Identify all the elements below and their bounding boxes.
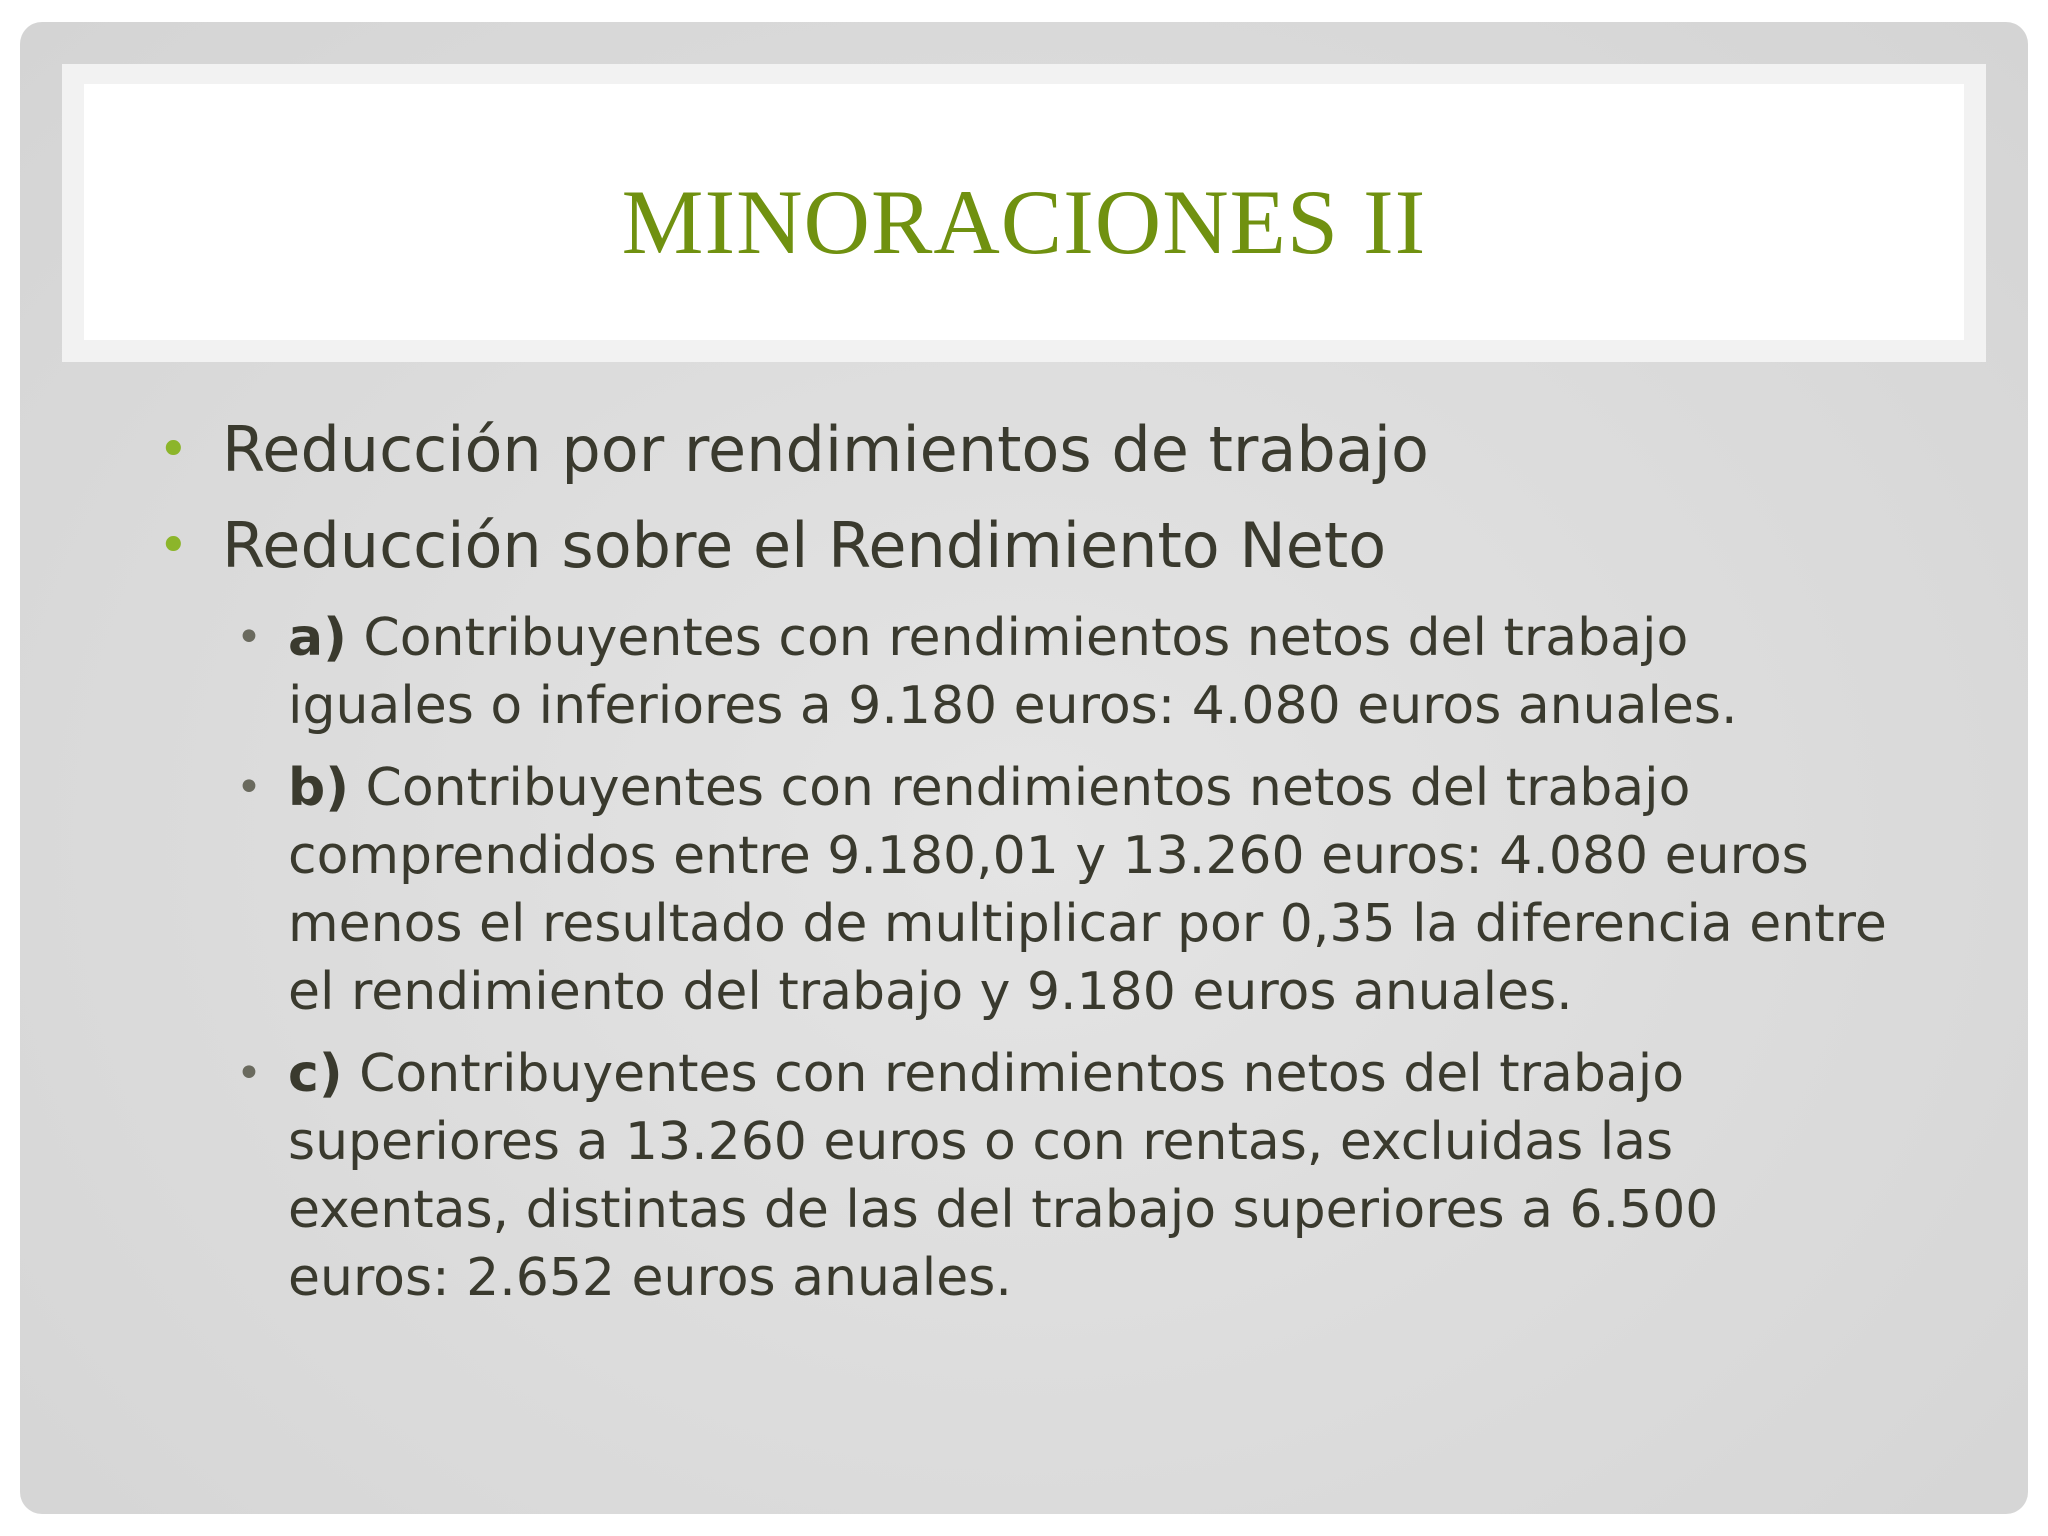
sub-bullet-icon: •: [236, 1048, 262, 1099]
sub-bullet-label: b): [288, 758, 349, 818]
sub-bullet-item: [146, 604, 1888, 740]
sub-bullet-item: [146, 1040, 1888, 1312]
title-box: [84, 84, 1964, 340]
slide-title: MINORACIONES II: [621, 171, 1427, 273]
bullet-text: Reducción sobre el Rendimiento Neto: [222, 509, 1387, 582]
bullet-icon: •: [158, 516, 189, 576]
sub-bullet-text: Contribuyentes con rendimientos netos del trabajo iguales o inferiores a 9.180 euros: 4.080 euros anuales.: [288, 608, 1738, 736]
bullet-icon: •: [158, 420, 189, 480]
sub-bullet-item: [146, 754, 1888, 1026]
sub-bullet-icon: •: [236, 762, 262, 813]
sub-bullet-text: Contribuyentes con rendimientos netos del trabajo superiores a 13.260 euros o con rentas, excluidas las exentas, distintas de las del trabajo superiores a 6.500 euros: 2.652 euros anuales.: [288, 1044, 1719, 1308]
bullet-text: Reducción por rendimientos de trabajo: [222, 413, 1429, 486]
sub-bullet-label: a): [288, 608, 347, 668]
slide-content: [146, 402, 1966, 1326]
sub-bullet-text: Contribuyentes con rendimientos netos del trabajo comprendidos entre 9.180,01 y 13.260 euros: 4.080 euros menos el resultado de multiplicar por 0,35 la diferencia entre el rendimiento del trabajo y 9.180 euros anuales.: [288, 758, 1887, 1022]
slide: [20, 22, 2028, 1514]
sub-bullet-label: c): [288, 1044, 343, 1104]
title-band: [62, 64, 1986, 362]
sub-bullet-list: [146, 604, 1966, 1312]
sub-bullet-icon: •: [236, 612, 262, 663]
bullet-item: [146, 498, 1966, 594]
bullet-item: [146, 402, 1966, 498]
